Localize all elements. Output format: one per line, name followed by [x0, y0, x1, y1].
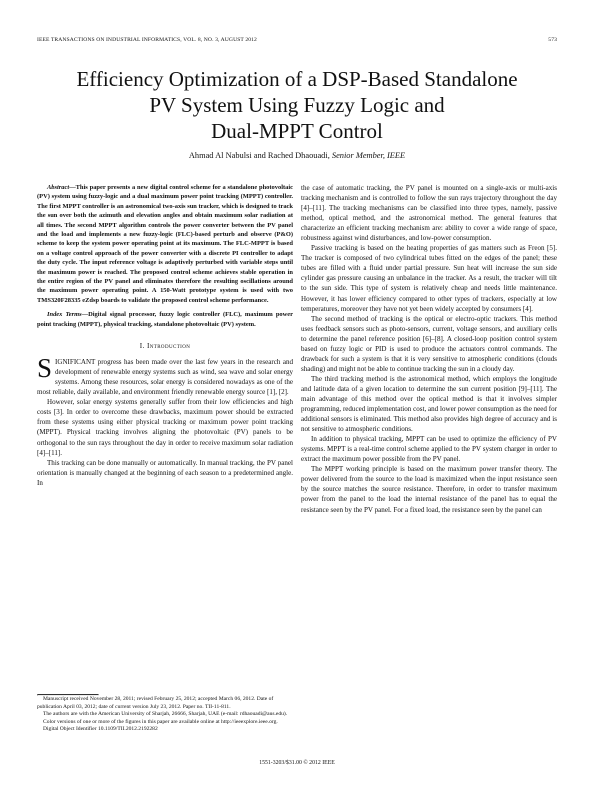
footnote-manuscript: Manuscript received November 28, 2011; revised February 25, 2012; accepted March 06, 2012. Date of publication April 03, 2012; date of current version July 23, 2012. Paper no. TII-11-811. [37, 696, 274, 710]
intro-paragraph-1-text: IGNIFICANT progress has been made over the last few years in the research and development of renewable energy systems such as wind, sea wave and solar energy systems. Among these resources, solar energy is considered nowadays as one of the most reliable, daily available, and environment friendly renewable energy source [1], [2]. [37, 358, 293, 397]
body-paragraph-2: Passive tracking is based on the heating properties of gas matters such as Freon [5]. The tracker is composed of two cylindrical tubes fitted on the edges of the panel; these tubes are filled with a fluid under partial pressure. Sun heat will increase the sun side cylinder gas pressure causing an unbalance in the tracker. As a result, the tracker will tilt to the sun side. This type of system is relatively cheap and needs little maintenance. However, it has lower efficiency compared to other types of trackers, especially at low temperatures, moreover they have not yet been widely accepted by consumers [4]. [301, 244, 557, 313]
intro-paragraph-3: This tracking can be done manually or automatically. In manual tracking, the PV panel orientation is manually changed at the beginning of each season to a predetermined angle. In [37, 458, 293, 487]
body-paragraph-4: The third tracking method is the astronomical method, which employs the longitude and latitude data of a given location to determine the sun current position [9]–[11]. The main advantage of this method over the optical method is that it involves simpler programming, reduced implementation cost, and lower power consumption as the need for additional sensors is eliminated. This method also provides high degree of accuracy and is not sensitive to atmospheric conditions. [301, 374, 557, 434]
abstract [37, 183, 293, 305]
abstract-lead: Abstract [47, 184, 70, 191]
footnotes [37, 694, 293, 734]
title-line-3: Dual-MPPT Control [211, 119, 383, 143]
section-heading-introduction [37, 341, 293, 351]
author-names: Ahmad Al Nabulsi and Rached Dhaouadi, [188, 151, 332, 160]
paper-title [30, 66, 564, 144]
section-title: Introduction [146, 342, 191, 351]
section-number: I. [139, 342, 147, 351]
index-terms-text: —Digital signal processor, fuzzy logic controller (FLC), maximum power point tracking (MPPT), physical tracking, standalone photovoltaic (PV) system. [37, 311, 293, 328]
index-terms-lead: Index Terms [47, 311, 82, 319]
author-role: Senior Member, IEEE [331, 151, 406, 160]
body-paragraph-3: The second method of tracking is the optical or electro-optic trackers. This method uses feedback sensors such as photo-sensors, current, voltage sensors, and auxiliary cells to determine the panel reference position [6]–[8]. A closed-loop position control system based on fuzzy logic or PID is used to produce the actuators control commands. The drawback for such a system is that it is very sensitive to atmospheric conditions (clouds shading) and might not be able to continue tracking the sun in a cloudy day. [301, 314, 557, 373]
journal-citation: IEEE TRANSACTIONS ON INDUSTRIAL INFORMATICS, VOL. 8, NO. 3, AUGUST 2012 [37, 37, 257, 43]
footnote-doi: Digital Object Identifier 10.1109/TII.2012.2192282 [43, 726, 158, 733]
footnote-affiliation: The authors are with the American University of Sharjah, 26666, Sharjah, UAE (e-mail: rdhaouadi@aus.edu). [43, 711, 288, 718]
drop-cap: S [37, 353, 53, 384]
running-header [37, 37, 557, 43]
body-paragraph-6: The MPPT working principle is based on the maximum power transfer theory. The power delivered from the source to the load is maximized when the input resistance seen by the source matches the source resistance. Therefore, in order to transfer maximum power from the panel to the load the internal resistance of the panel has to equal the resistance seen by the PV panel. For a fixed load, the resistance seen by the panel can [301, 465, 557, 514]
author-line [30, 151, 564, 160]
index-terms [37, 310, 293, 329]
right-column [301, 183, 557, 515]
abstract-text: —This paper presents a new digital control scheme for a standalone photovoltaic (PV) system using fuzzy-logic and a dual maximum power point tracking (MPPT) controller. The first MPPT controller is an astronomical two-axis sun tracker, which is designed to track the sun over both the azimuth and elevation angles and obtain maximum solar radiation at all times. The second MPPT algorithm controls the power converter between the PV panel and the load and implements a new fuzzy-logic (FLC)-based perturb and observe (P&O) scheme to keep the system power operating point at its maximum. The FLC-MPPT is based on a voltage control approach of the power converter with a discrete PI controller to adapt the duty cycle. The input reference voltage is adaptively perturbed with variable steps until the maximum power is reached. The proposed control scheme achieves stable operation in the entire region of the PV panel and eliminates therefore the resulting oscillations around the maximum power operating point. A 150-Watt prototype system is used with two TMS320F28335 eZdsp boards to validate the proposed control scheme performance. [37, 184, 293, 304]
body-paragraph-1: the case of automatic tracking, the PV panel is mounted on a single-axis or multi-axis tracking mechanism and is controlled to follow the sun rays trajectory throughout the day [4]–[11]. The tracking mechanisms can be classified into three types, namely, passive method, optical method, and the astronomical method. The general features that characterize an efficient tracking mechanism are: ability to cover a wide range of space, robustness against wind disturbances, and low-power consumption. [301, 184, 557, 243]
title-line-2: PV System Using Fuzzy Logic and [149, 93, 445, 117]
body-paragraph-5: In addition to physical tracking, MPPT can be used to optimize the efficiency of PV systems. MPPT is a real-time control scheme applied to the PV system charger in order to extract the maximum power possible from the PV panel. [301, 435, 557, 464]
footnote-color-versions: Color versions of one or more of the figures in this paper are available online at http://ieeexplore.ieee.org. [43, 718, 278, 725]
intro-paragraph-1 [37, 353, 293, 397]
intro-paragraph-2: However, solar energy systems generally suffer from their low efficiencies and high costs [3]. In order to overcome these drawbacks, maximum power should be extracted from these systems using either physical tracking or maximum power point tracking (MPPT). Physical tracking involves aligning the photovoltaic (PV) panels to be orthogonal to the sun rays throughout the day in order to receive maximum solar radiation [4]–[11]. [37, 398, 293, 457]
title-line-1: Efficiency Optimization of a DSP-Based Standalone [76, 67, 518, 91]
page-number: 573 [548, 37, 557, 43]
copyright-footer: 1551-3203/$31.00 © 2012 IEEE [259, 760, 335, 766]
left-column [37, 183, 293, 488]
